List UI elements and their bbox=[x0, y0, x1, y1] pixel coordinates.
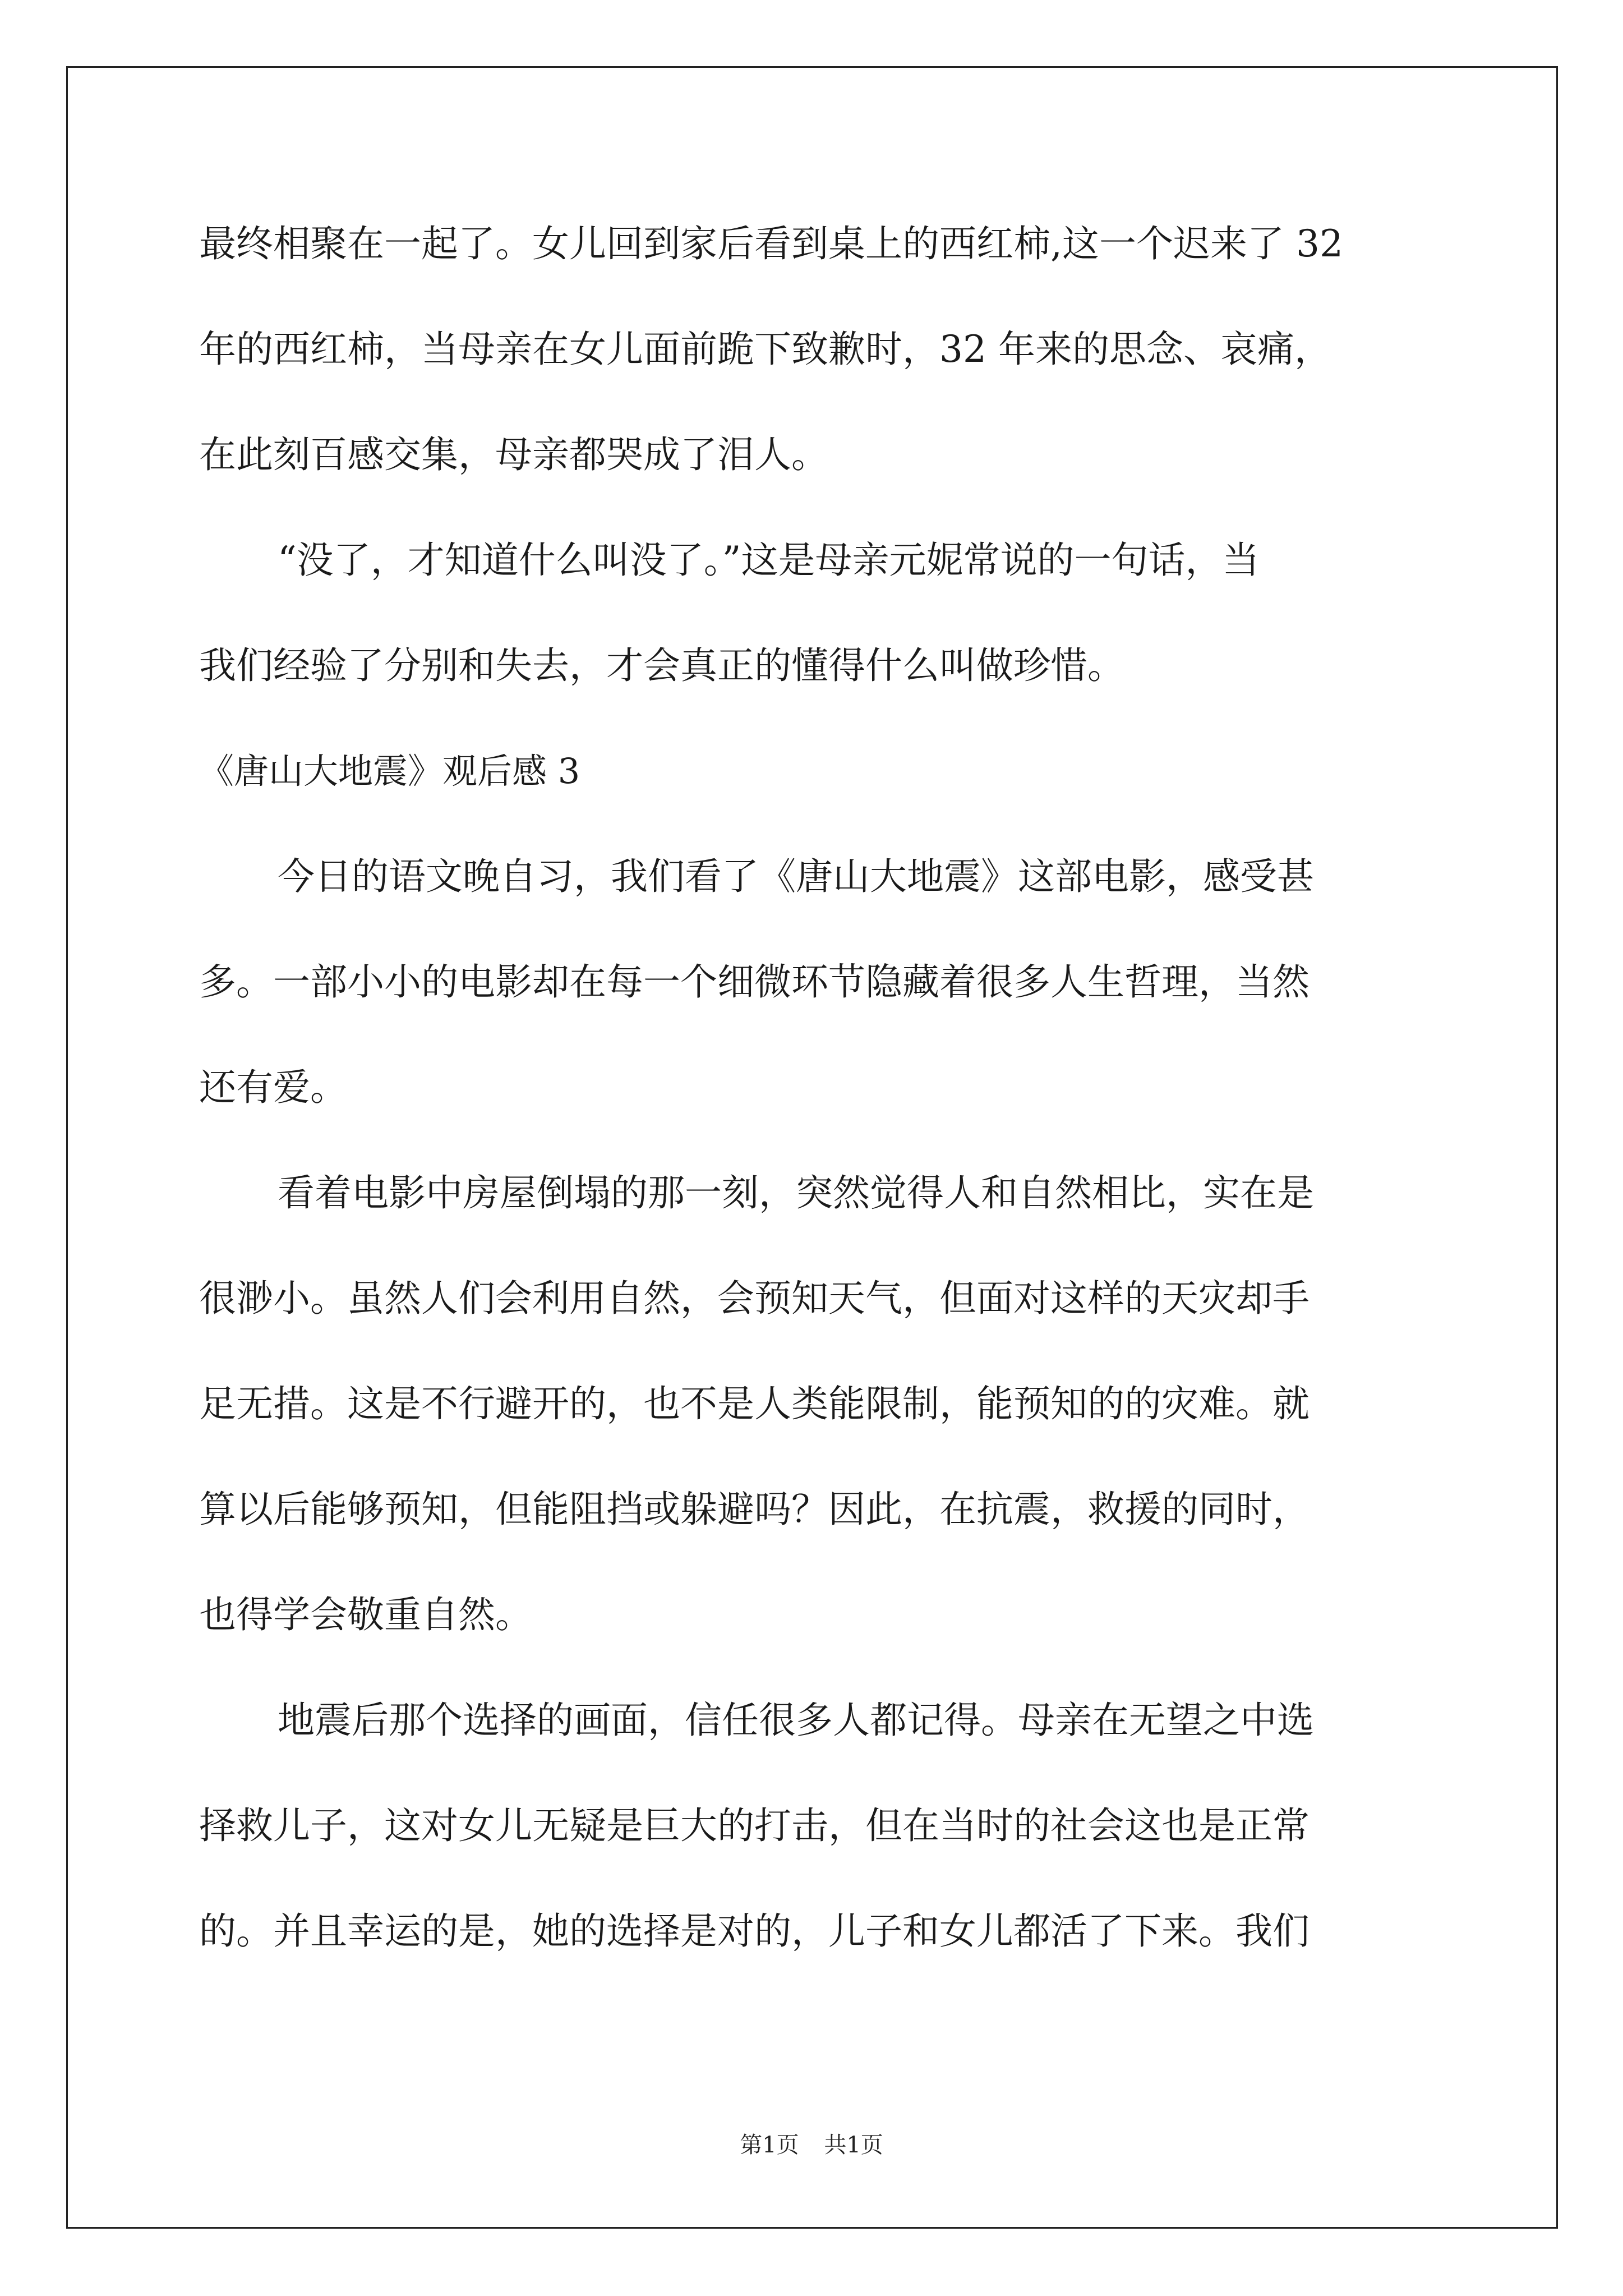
page-total: 共1页 bbox=[824, 2132, 883, 2158]
text-line: 看着电影中房屋倒塌的那一刻，突然觉得人和自然相比，实在是 bbox=[278, 1171, 1314, 1214]
section-heading: 《唐山大地震》观后感 3 bbox=[199, 751, 580, 792]
text-line: 算以后能够预知，但能阻挡或躲避吗？因此，在抗震，救援的同时， bbox=[199, 1488, 1310, 1531]
text-line: 的。并且幸运的是，她的选择是对的，儿子和女儿都活了下来。我们 bbox=[199, 1910, 1310, 1953]
text-line: 最终相聚在一起了。女儿回到家后看到桌上的西红柿,这一个迟来了 32 bbox=[199, 222, 1343, 265]
document-body bbox=[199, 216, 1433, 2009]
page-footer bbox=[0, 2127, 1623, 2159]
text-line: 还有爱。 bbox=[199, 1066, 347, 1109]
page-number: 第1页 bbox=[740, 2132, 799, 2158]
text-line: 多。一部小小的电影却在每一个细微环节隐藏着很多人生哲理，当然 bbox=[199, 960, 1310, 1004]
text-line: 地震后那个选择的画面，信任很多人都记得。母亲在无望之中选 bbox=[278, 1699, 1314, 1742]
text-line: 也得学会敬重自然。 bbox=[199, 1593, 532, 1636]
text-line: 很渺小。虽然人们会利用自然，会预知天气，但面对这样的天灾却手 bbox=[199, 1277, 1310, 1320]
text-line: 择救儿子，这对女儿无疑是巨大的打击，但在当时的社会这也是正常 bbox=[199, 1804, 1310, 1847]
text-line: 在此刻百感交集，母亲都哭成了泪人。 bbox=[199, 433, 828, 476]
text-line: 年的西红柿，当母亲在女儿面前跪下致歉时，32 年来的思念、哀痛， bbox=[199, 328, 1331, 371]
text-line: 足无措。这是不行避开的，也不是人类能限制，能预知的的灾难。就 bbox=[199, 1382, 1310, 1425]
text-line: “没了，才知道什么叫没了。”这是母亲元妮常说的一句话，当 bbox=[278, 539, 1260, 582]
text-line: 今日的语文晚自习，我们看了《唐山大地震》这部电影，感受甚 bbox=[278, 855, 1314, 898]
text-line: 我们经验了分别和失去，才会真正的懂得什么叫做珍惜。 bbox=[199, 644, 1124, 687]
